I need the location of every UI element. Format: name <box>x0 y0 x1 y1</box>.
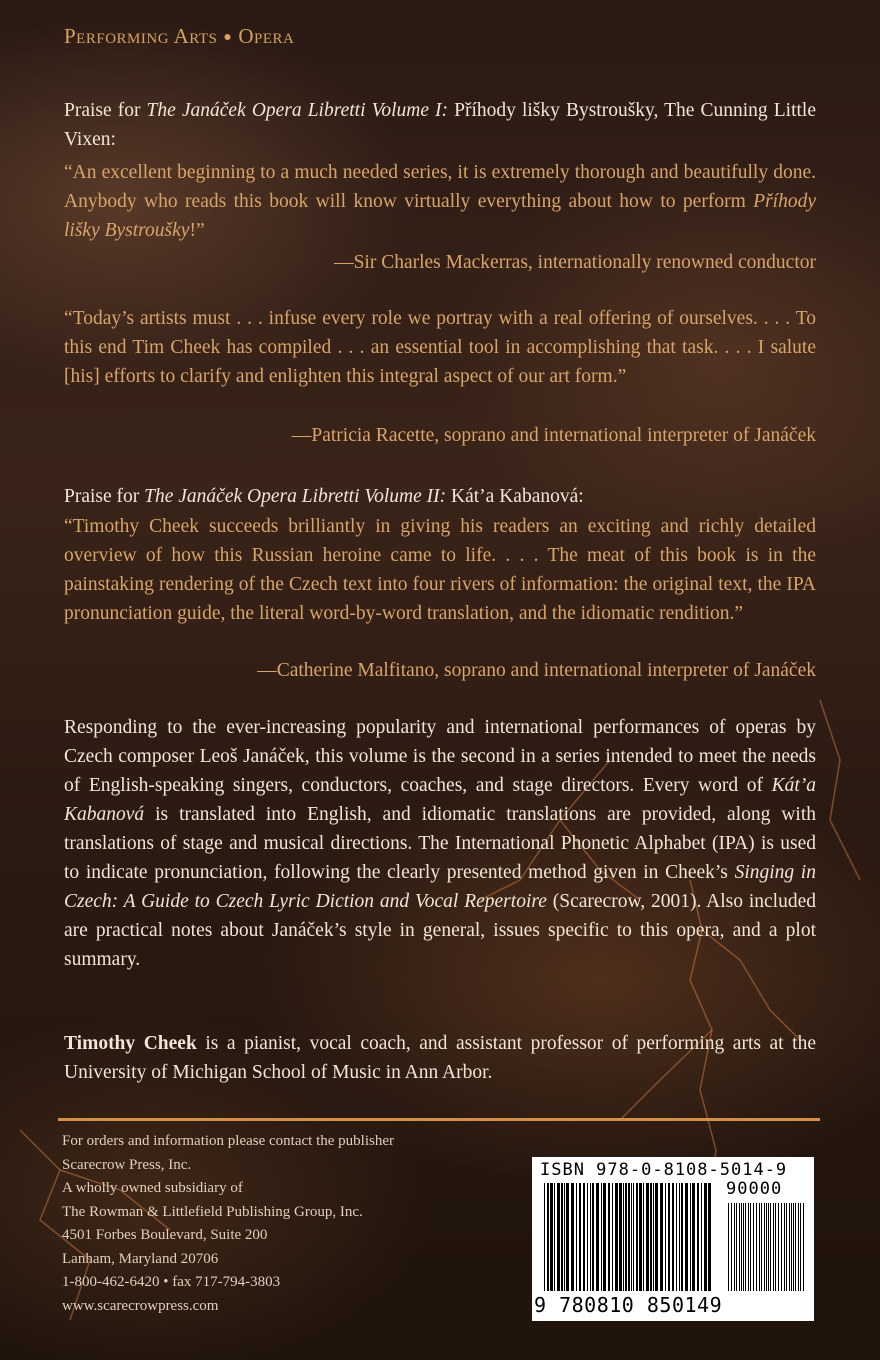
barcode-bar <box>679 1183 680 1291</box>
barcode-bar <box>601 1183 602 1291</box>
barcode-bar <box>761 1203 762 1291</box>
barcode-bar <box>557 1183 560 1291</box>
barcode-bar <box>587 1183 588 1291</box>
barcode-bar <box>653 1183 654 1291</box>
barcode-bar <box>583 1183 585 1291</box>
praise-heading-vol2: Praise for The Janáček Opera Libretti Volume II: Kát’a Kabanová: <box>64 486 584 507</box>
barcode-bar <box>596 1183 599 1291</box>
book-description: Responding to the ever-increasing popularity and international performances of operas by Czech composer Leoš Janáček, this volume is the second in a series intended to meet the needs of English-speaking singers, conductors, coaches, and stage directors. Every word of Kát’a Kabanová is translated into English, and idiomatic translations are provided, along with translations of stage and musical directions. The International Phonetic Alphabet (IPA) is used to indicate pronunciation, following the clearly presented method given in Cheek’s Singing in Czech: A Guide to Czech Lyric Diction and Vocal Repertoire (Scarecrow, 2001). Also included are practical notes about Janáček’s style in general, issues specific to this opera, and a plot summary. <box>64 717 816 970</box>
barcode-bar <box>615 1183 618 1291</box>
price-code: 90000 <box>726 1179 783 1199</box>
barcode-bar <box>544 1183 545 1291</box>
barcode-bar <box>676 1183 677 1291</box>
barcode-bar <box>773 1203 774 1291</box>
category-label: Performing Arts <box>64 24 218 48</box>
barcode-bar <box>741 1203 742 1291</box>
barcode-bar <box>592 1183 594 1291</box>
barcode-bar <box>766 1203 767 1291</box>
barcode-bar <box>795 1203 796 1291</box>
praise-prefix: Praise for <box>64 100 147 121</box>
barcode-bar <box>579 1183 581 1291</box>
quote-malfitano: “Timothy Cheek succeeds brilliantly in giving his readers an exciting and richly detailed overview of how this Russian heroine came to life. . . . The meat of this book is in the painstaking rendering of the Czech text into four rivers of information: the original text, the IPA pronunciation guide, the literal word-by-word translation, and the idiomatic rendition.” <box>64 516 816 624</box>
barcode-bar <box>756 1203 757 1291</box>
attribution-racette: —Patricia Racette, soprano and international interpreter of Janáček <box>291 425 816 446</box>
barcode-bar <box>603 1183 606 1291</box>
ean-bars <box>544 1183 714 1293</box>
barcode-bar <box>701 1183 702 1291</box>
ean-digits: 9 780810 850149 <box>534 1293 723 1317</box>
divider-rule <box>58 1118 820 1121</box>
barcode-bar <box>786 1203 787 1291</box>
barcode-bar <box>639 1183 642 1291</box>
attribution-mackerras: —Sir Charles Mackerras, internationally renowned conductor <box>334 252 816 273</box>
barcode-bar <box>690 1183 691 1291</box>
barcode-bar <box>800 1203 801 1291</box>
barcode-bar <box>789 1203 790 1291</box>
barcode-bar <box>566 1183 569 1291</box>
bullet-separator: ● <box>223 30 233 45</box>
barcode-bar <box>743 1203 744 1291</box>
barcode-bar <box>660 1183 663 1291</box>
barcode-bar <box>561 1183 563 1291</box>
barcode-bar <box>571 1183 574 1291</box>
barcode-bar <box>764 1203 765 1291</box>
barcode-bar <box>798 1203 799 1291</box>
barcode-bar <box>692 1183 695 1291</box>
barcode-bar <box>643 1183 644 1291</box>
book-title: The Janáček Opera Libretti Volume I: <box>146 100 449 121</box>
book-subtitle: Příhody lišky Bystroušky, The Cunning Little Vixen: <box>64 100 816 150</box>
barcode-bar <box>734 1203 735 1291</box>
barcode-bar <box>778 1203 779 1291</box>
barcode-bar <box>576 1183 577 1291</box>
barcode-bar <box>759 1203 760 1291</box>
addon-bars <box>728 1203 806 1313</box>
barcode-bar <box>770 1203 771 1291</box>
barcode-bar <box>668 1183 670 1291</box>
barcode-bar <box>753 1203 754 1291</box>
book-subtitle: Kát’a Kabanová: <box>446 486 584 507</box>
author-name: Timothy Cheek <box>64 1033 197 1054</box>
barcode-bar <box>728 1203 729 1291</box>
book-title: The Janáček Opera Libretti Volume II: <box>144 486 447 507</box>
barcode-bar <box>623 1183 624 1291</box>
barcode-bar <box>739 1203 740 1291</box>
category-header <box>64 24 294 49</box>
barcode-bar <box>631 1183 632 1291</box>
barcode-bar <box>768 1203 769 1291</box>
barcode-bar <box>547 1183 549 1291</box>
isbn-label: ISBN 978-0-8108-5014-9 <box>540 1160 788 1180</box>
barcode-bar <box>681 1183 683 1291</box>
barcode-bar <box>665 1183 666 1291</box>
quote-racette: “Today’s artists must . . . infuse every role we portray with a real offering of ourselves. . . . To this end Tim Cheek has compiled . . . an essential tool in accomplishing that task. . . . I salute [his] efforts to clarify and enlighten this integral aspect of our art form.” <box>64 308 816 387</box>
publisher-url: www.scarecrowpress.com <box>62 1297 219 1314</box>
barcode-bar <box>646 1183 649 1291</box>
barcode-bar <box>784 1203 785 1291</box>
barcode-bar <box>781 1203 782 1291</box>
barcode-bar <box>650 1183 652 1291</box>
barcode-bar <box>564 1183 565 1291</box>
barcode-bar <box>636 1183 638 1291</box>
barcode-bar <box>708 1183 711 1291</box>
barcode-bar <box>791 1203 792 1291</box>
barcode-bar <box>745 1203 746 1291</box>
attribution-malfitano: —Catherine Malfitano, soprano and international interpreter of Janáček <box>257 660 816 681</box>
barcode-bar <box>697 1183 699 1291</box>
quote-mackerras: “An excellent beginning to a much needed series, it is extremely thorough and beautifully done. Anybody who reads this book will know virtually everything about how to perform Příhody lišky Bystroušky!” <box>64 162 816 241</box>
barcode-bar <box>612 1183 613 1291</box>
subcategory-label: Opera <box>238 24 295 48</box>
barcode-bar <box>619 1183 622 1291</box>
barcode-bar <box>685 1183 688 1291</box>
author-bio: Timothy Cheek is a pianist, vocal coach, and assistant professor of performing arts at the University of Michigan School of Music in Ann Arbor. <box>64 1033 816 1083</box>
barcode-bar <box>748 1203 749 1291</box>
praise-heading-vol1 <box>64 96 816 154</box>
barcode-bar <box>731 1203 732 1291</box>
isbn-barcode <box>532 1157 814 1321</box>
barcode-bar <box>736 1203 737 1291</box>
barcode-bar <box>655 1183 658 1291</box>
barcode-bar <box>803 1203 804 1291</box>
barcode-bar <box>554 1183 555 1291</box>
barcode-bar <box>672 1183 674 1291</box>
barcode-bar <box>550 1183 553 1291</box>
barcode-bar <box>704 1183 707 1291</box>
barcode-bar <box>628 1183 630 1291</box>
barcode-bar <box>625 1183 627 1291</box>
barcode-bar <box>633 1183 634 1291</box>
barcode-bar <box>590 1183 591 1291</box>
barcode-bar <box>793 1203 794 1291</box>
barcode-bar <box>750 1203 751 1291</box>
barcode-bar <box>775 1203 776 1291</box>
barcode-bar <box>608 1183 610 1291</box>
publisher-info: For orders and information please contact the publisher Scarecrow Press, Inc. A wholly owned subsidiary of The Rowman & Littlefield Publishing Group, Inc. 4501 Forbes Boulevard, Suite 200 Lanham, Maryland 20706 1-800-462-6420 • fax 717-794-3803 www.scarecrowpress.com <box>62 1130 394 1318</box>
